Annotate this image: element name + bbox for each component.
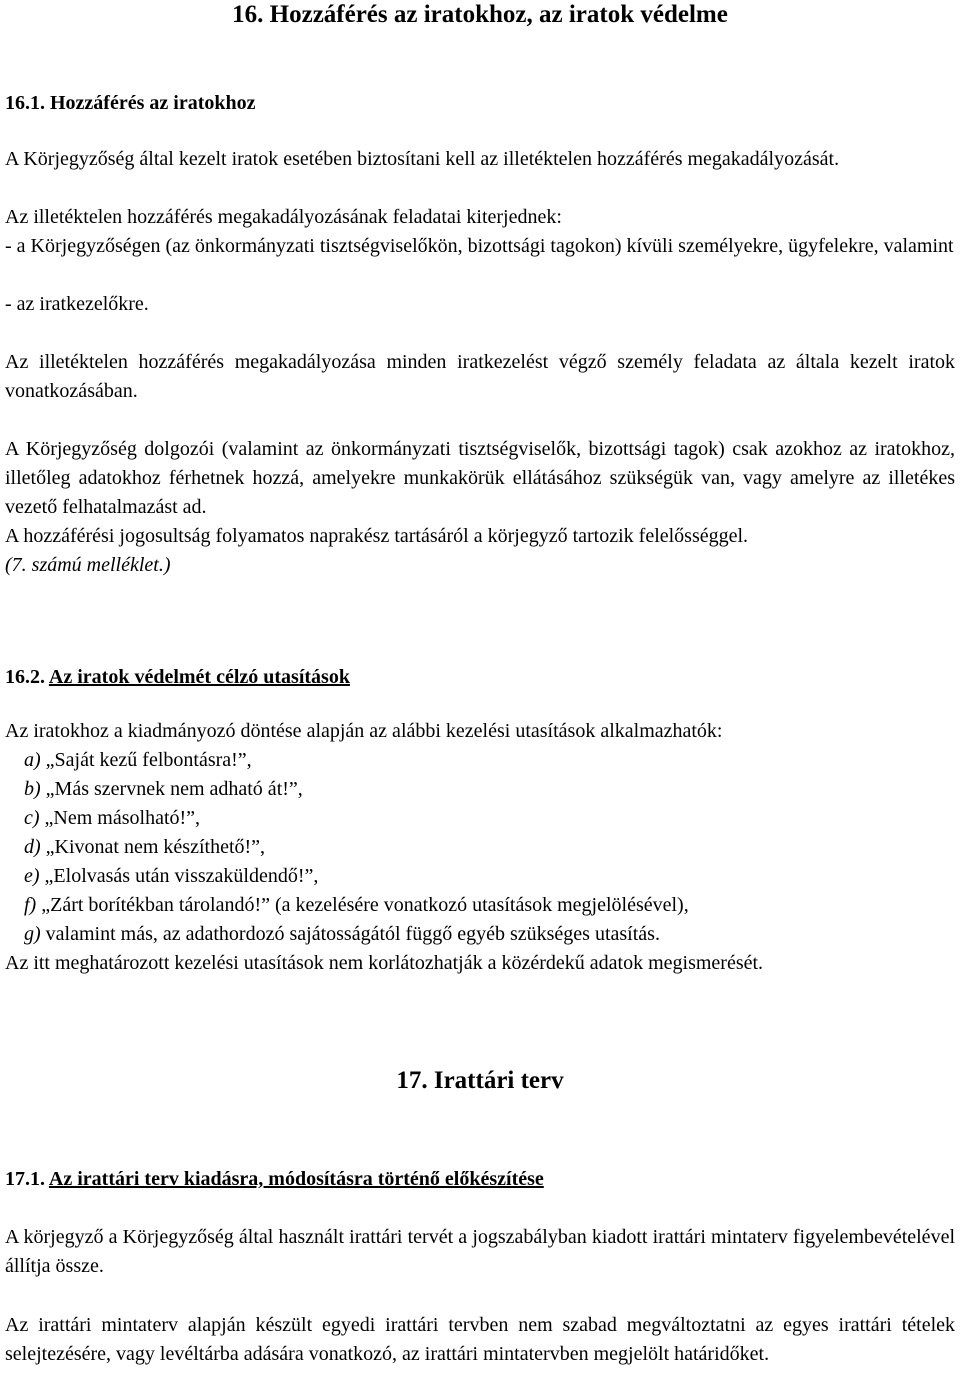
- paragraph-staff-access: A Körjegyzőség dolgozói (valamint az önkormányzati tisztségviselők, bizottsági tagok) csak azokhoz az iratokhoz, illetőleg adatokhoz férhetnek hozzá, amelyekre munkakörük ellátásához szükségük van, vagy amelyre az illetékes vezető felhatalmazást ad.: [5, 438, 955, 518]
- paragraph-handling-intro: Az iratokhoz a kiadmányozó döntése alapján az alábbi kezelési utasítások alkalmazhatók:: [5, 720, 723, 742]
- section-17-1-number: 17.1.: [5, 1168, 45, 1190]
- list-item: f) „Zárt borítékban tárolandó!” (a kezelésére vonatkozó utasítások megjelölésével),: [24, 894, 689, 916]
- paragraph-prevention-duty: Az illetéktelen hozzáférés megakadályozása minden iratkezelést végző személy feladata az általa kezelt iratok vonatkozásában.: [5, 351, 955, 402]
- list-item: e) „Elolvasás után visszaküldendő!”,: [24, 865, 319, 887]
- list-item: c) „Nem másolható!”,: [24, 807, 201, 829]
- section-16-2-title: Az iratok védelmét célzó utasítások: [48, 666, 350, 688]
- chapter-16-title: 16. Hozzáférés az iratokhoz, az iratok védelme: [232, 1, 728, 28]
- paragraph-public-data: Az itt meghatározott kezelési utasítások nem korlátozhatják a közérdekű adatok megismerését.: [5, 952, 764, 974]
- paragraph-template-plan: Az irattári mintaterv alapján készült egyedi irattári tervben nem szabad megváltoztatni az egyes irattári tételek selejtezésére, vagy levéltárba adására vonatkozó, az irattári mintatervben megjelölt határidőket.: [5, 1314, 955, 1365]
- section-16-1-heading: 16.1. Hozzáférés az iratokhoz: [5, 92, 256, 114]
- paragraph-tasks-intro: Az illetéktelen hozzáférés megakadályozásának feladatai kiterjednek:: [5, 206, 562, 228]
- annex-reference: (7. számú melléklet.): [5, 554, 171, 576]
- chapter-17-title: 17. Irattári terv: [396, 1067, 564, 1094]
- section-16-2-number: 16.2.: [5, 666, 45, 688]
- paragraph-tasks-clerks: - az iratkezelőkre.: [5, 293, 149, 315]
- responsibility-text: A hozzáférési jogosultság folyamatos naprakész tartásáról a körjegyző tartozik felelősséggel.: [5, 525, 749, 547]
- paragraph-responsibility: [5, 522, 955, 580]
- list-item: b) „Más szervnek nem adható át!”,: [24, 778, 303, 800]
- section-16-2-heading: [5, 663, 350, 692]
- list-item: a) „Saját kezű felbontásra!”,: [24, 749, 252, 771]
- section-17-1-title: Az irattári terv kiadásra, módosításra történő előkészítése: [48, 1168, 544, 1190]
- section-17-1-heading: [5, 1165, 544, 1194]
- paragraph-archive-plan: A körjegyző a Körjegyzőség által használt irattári tervét a jogszabályban kiadott irattári mintaterv figyelembevételével állítja össze.: [5, 1226, 955, 1277]
- list-item: d) „Kivonat nem készíthető!”,: [24, 836, 266, 858]
- paragraph-tasks-external: - a Körjegyzőségen (az önkormányzati tisztségviselőkön, bizottsági tagokon) kívüli személyekre, ügyfelekre, valamint: [5, 235, 954, 257]
- handling-instructions-list: [0, 746, 960, 949]
- list-item: g) valamint más, az adathordozó sajátosságától függő egyéb szükséges utasítás.: [24, 923, 660, 945]
- paragraph-access-intro: A Körjegyzőség által kezelt iratok esetében biztosítani kell az illetéktelen hozzáférés megakadályozását.: [5, 148, 840, 170]
